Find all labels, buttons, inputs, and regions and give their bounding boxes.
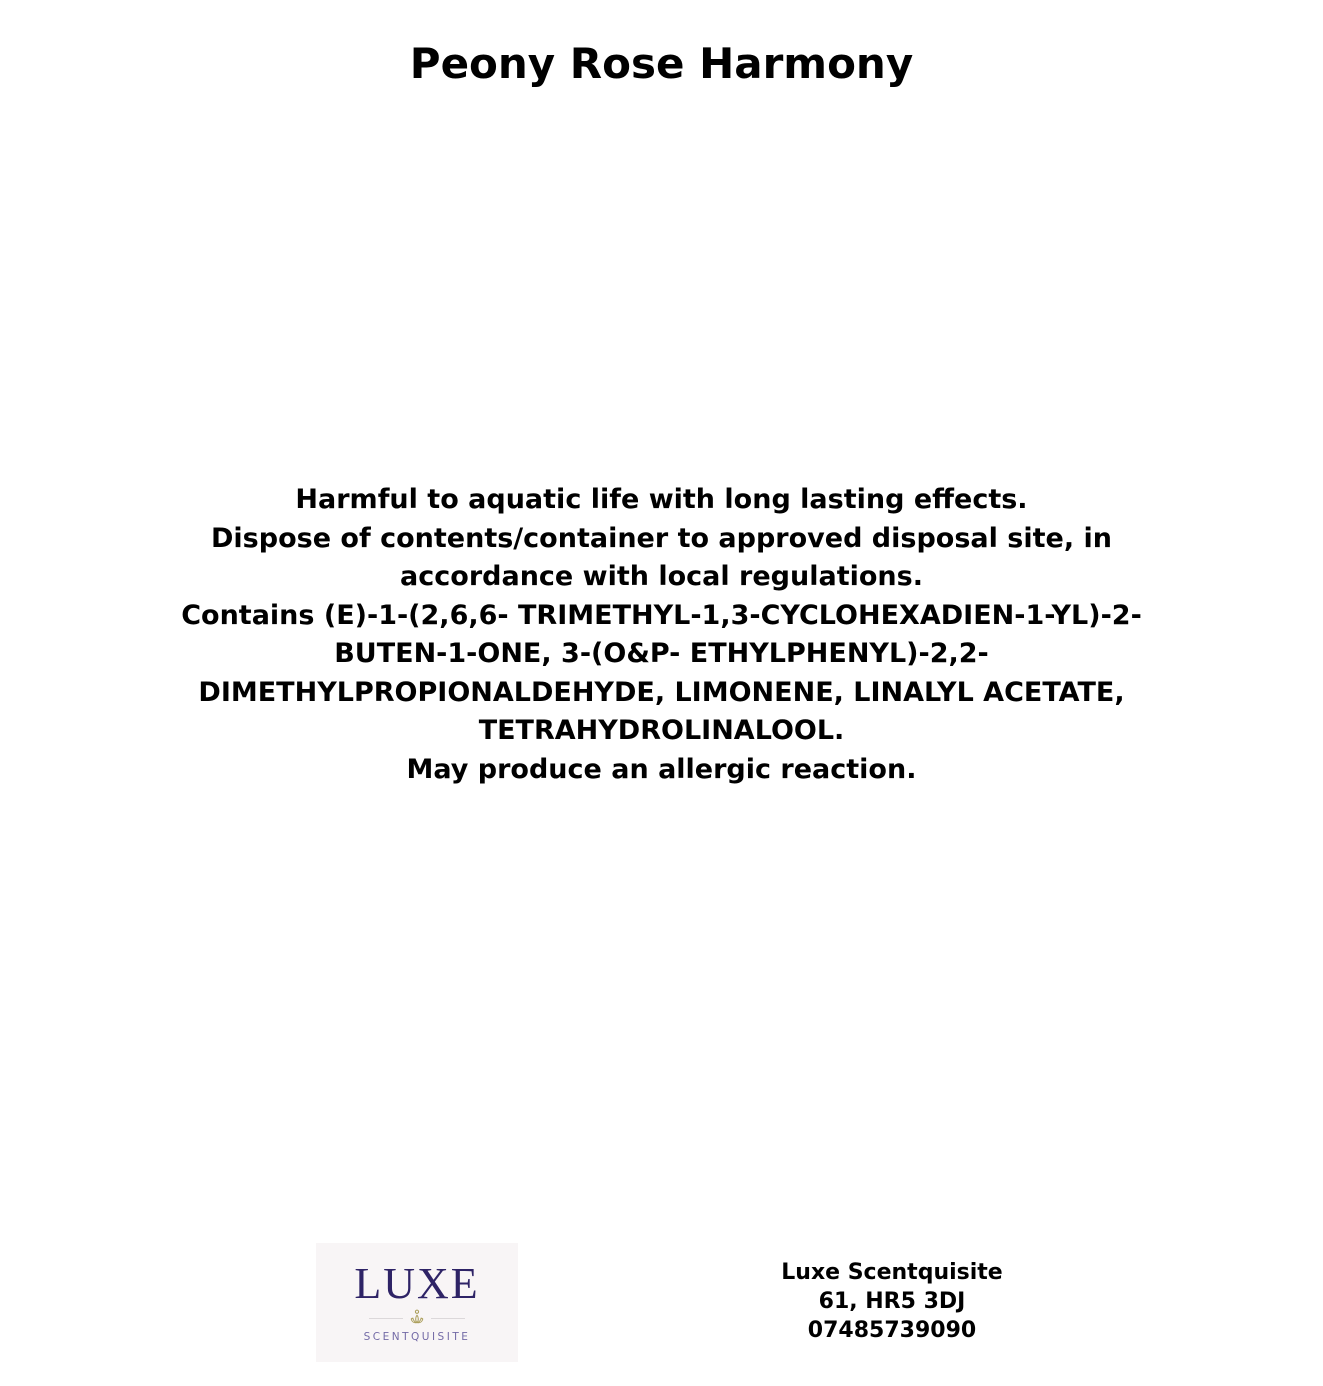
contact-phone: 07485739090 <box>807 1318 977 1343</box>
product-title: Peony Rose Harmony <box>409 39 914 88</box>
brand-logo-card <box>316 1243 518 1362</box>
contact-block <box>692 1258 1092 1345</box>
logo-divider <box>369 1309 465 1327</box>
hazard-line: DIMETHYLPROPIONALDEHYDE, LIMONENE, LINALYL ACETATE, <box>198 676 1125 708</box>
contact-address: 61, HR5 3DJ <box>818 1289 966 1314</box>
hazard-line: Dispose of contents/container to approved disposal site, in <box>211 522 1112 554</box>
hazard-line: TETRAHYDROLINALOOL. <box>478 715 845 746</box>
hazard-line: BUTEN-1-ONE, 3-(O&P- ETHYLPHENYL)-2,2- <box>334 638 989 669</box>
brand-name: LUXE <box>354 1259 480 1308</box>
hazard-statement-block <box>0 481 1323 789</box>
contact-name: Luxe Scentquisite <box>781 1260 1003 1285</box>
brand-tagline: SCENTQUISITE <box>363 1331 471 1343</box>
hazard-line: Contains (E)-1-(2,6,6- TRIMETHYL-1,3-CYCLOHEXADIEN-1-YL)-2- <box>181 599 1142 631</box>
hazard-line: May produce an allergic reaction. <box>406 753 917 785</box>
hazard-line: accordance with local regulations. <box>400 561 923 592</box>
hazard-line: Harmful to aquatic life with long lasting effects. <box>295 484 1028 515</box>
divider-line-right <box>431 1318 465 1319</box>
lotus-flower-icon <box>409 1309 425 1327</box>
divider-line-left <box>369 1318 403 1319</box>
